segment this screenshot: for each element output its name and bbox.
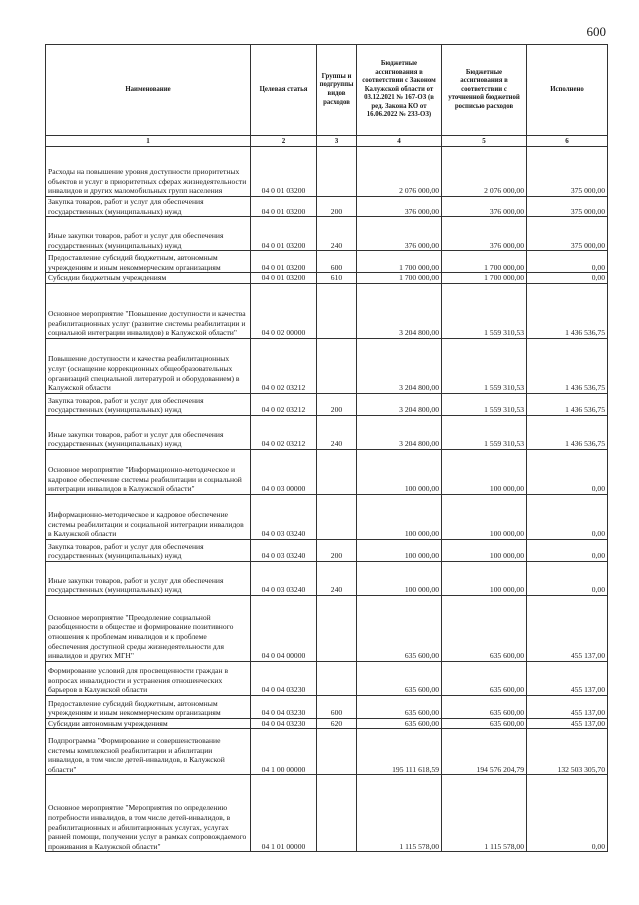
row-revised: 100 000,00 [442, 449, 527, 494]
row-executed: 375 000,00 [527, 197, 608, 217]
budget-table [45, 44, 608, 852]
header-revised: Бюджетные ассигнования в соответствии с уточненной бюджетной росписью расходов [442, 45, 527, 136]
row-executed: 0,00 [527, 273, 608, 284]
row-revised: 100 000,00 [442, 494, 527, 539]
row-executed: 1 436 536,75 [527, 415, 608, 449]
row-group [317, 338, 357, 393]
row-revised: 1 700 000,00 [442, 251, 527, 273]
table-row [46, 147, 608, 197]
row-code: 04 0 03 03240 [251, 539, 317, 561]
header-name: Наименование [46, 45, 251, 136]
table-row [46, 415, 608, 449]
row-code: 04 0 01 03200 [251, 197, 317, 217]
table-row [46, 561, 608, 595]
column-number: 2 [251, 136, 317, 147]
row-name: Повышение доступности и качества реабилитационных услуг (оснащение коррекционных общеобразовательных организаций специальной литературой и оборудованием) в Калужской области [46, 338, 251, 393]
column-number: 6 [527, 136, 608, 147]
row-revised: 376 000,00 [442, 197, 527, 217]
row-executed: 375 000,00 [527, 217, 608, 251]
row-code: 04 0 03 00000 [251, 449, 317, 494]
table-row [46, 661, 608, 695]
row-executed: 1 436 536,75 [527, 283, 608, 338]
table-row [46, 217, 608, 251]
row-name: Предоставление субсидий бюджетным, автономным учреждениям и иным некоммерческим организациям [46, 251, 251, 273]
table-row [46, 494, 608, 539]
row-name: Основное мероприятие "Преодоление социальной разобщенности в обществе и формирование позитивного отношения к проблемам инвалидов и к проблеме обеспечения доступной среды жизнедеятельности для инвалидов и других МГН" [46, 595, 251, 661]
row-code: 04 1 00 00000 [251, 729, 317, 775]
row-group: 600 [317, 695, 357, 718]
table-row [46, 283, 608, 338]
row-code: 04 0 04 00000 [251, 595, 317, 661]
row-executed: 0,00 [527, 494, 608, 539]
table-row [46, 695, 608, 718]
table-row [46, 718, 608, 729]
row-name: Расходы на повышение уровня доступности приоритетных объектов и услуг в приоритетных сферах жизнедеятельности инвалидов и других маломобильных групп населения [46, 147, 251, 197]
row-group [317, 449, 357, 494]
row-group [317, 494, 357, 539]
header-approved: Бюджетные ассигнования в соответствии с Законом Калужской области от 03.12.2021 № 167-ОЗ (в ред. Закона КО от 16.06.2022 № 233-ОЗ) [357, 45, 442, 136]
row-group [317, 661, 357, 695]
row-code: 04 1 01 00000 [251, 775, 317, 852]
row-approved: 195 111 618,59 [357, 729, 442, 775]
row-code: 04 0 01 03200 [251, 273, 317, 284]
row-executed: 0,00 [527, 775, 608, 852]
row-code: 04 0 04 03230 [251, 695, 317, 718]
row-approved: 3 204 800,00 [357, 338, 442, 393]
table-row [46, 393, 608, 415]
header-row [46, 45, 608, 136]
row-approved: 376 000,00 [357, 217, 442, 251]
row-executed: 0,00 [527, 251, 608, 273]
row-name: Предоставление субсидий бюджетным, автономным учреждениям и иным некоммерческим организациям [46, 695, 251, 718]
row-name: Иные закупки товаров, работ и услуг для обеспечения государственных (муниципальных) нужд [46, 217, 251, 251]
row-code: 04 0 04 03230 [251, 718, 317, 729]
row-revised: 2 076 000,00 [442, 147, 527, 197]
table-row [46, 197, 608, 217]
row-name: Субсидии автономным учреждениям [46, 718, 251, 729]
row-revised: 1 559 310,53 [442, 393, 527, 415]
row-executed: 0,00 [527, 539, 608, 561]
table-row [46, 449, 608, 494]
table-row [46, 338, 608, 393]
row-approved: 3 204 800,00 [357, 415, 442, 449]
row-executed: 1 436 536,75 [527, 338, 608, 393]
table-row [46, 539, 608, 561]
row-approved: 376 000,00 [357, 197, 442, 217]
row-name: Иные закупки товаров, работ и услуг для обеспечения государственных (муниципальных) нужд [46, 561, 251, 595]
column-number: 4 [357, 136, 442, 147]
row-group [317, 729, 357, 775]
row-group: 620 [317, 718, 357, 729]
row-code: 04 0 03 03240 [251, 561, 317, 595]
row-code: 04 0 02 00000 [251, 283, 317, 338]
row-group: 240 [317, 415, 357, 449]
row-revised: 376 000,00 [442, 217, 527, 251]
row-executed: 375 000,00 [527, 147, 608, 197]
header-code: Целевая статья [251, 45, 317, 136]
row-group [317, 283, 357, 338]
page-number: 600 [586, 24, 606, 39]
row-executed: 1 436 536,75 [527, 393, 608, 415]
row-approved: 1 115 578,00 [357, 775, 442, 852]
row-revised: 635 600,00 [442, 595, 527, 661]
row-revised: 100 000,00 [442, 539, 527, 561]
row-name: Подпрограмма "Формирование и совершенствование системы комплексной реабилитации и абилитации инвалидов, в том числе детей-инвалидов, в Калужской области" [46, 729, 251, 775]
row-revised: 635 600,00 [442, 718, 527, 729]
row-revised: 1 700 000,00 [442, 273, 527, 284]
column-number-row [46, 136, 608, 147]
row-executed: 132 503 305,70 [527, 729, 608, 775]
row-revised: 1 115 578,00 [442, 775, 527, 852]
row-executed: 455 137,00 [527, 695, 608, 718]
row-name: Закупка товаров, работ и услуг для обеспечения государственных (муниципальных) нужд [46, 197, 251, 217]
table-row [46, 273, 608, 284]
row-name: Информационно-методическое и кадровое обеспечение системы реабилитации и социальной интеграции инвалидов в Калужской области [46, 494, 251, 539]
row-name: Закупка товаров, работ и услуг для обеспечения государственных (муниципальных) нужд [46, 393, 251, 415]
row-approved: 100 000,00 [357, 494, 442, 539]
row-group [317, 147, 357, 197]
row-code: 04 0 02 03212 [251, 393, 317, 415]
row-approved: 3 204 800,00 [357, 393, 442, 415]
row-code: 04 0 01 03200 [251, 251, 317, 273]
row-approved: 100 000,00 [357, 561, 442, 595]
row-approved: 635 600,00 [357, 595, 442, 661]
row-approved: 100 000,00 [357, 449, 442, 494]
row-name: Основное мероприятие "Мероприятия по определению потребности инвалидов, в том числе детей-инвалидов, в реабилитационных и абилитационных услугах, услугах ранней помощи, получении услуг в рамках сопровождаемого проживания в Калужской области" [46, 775, 251, 852]
row-approved: 1 700 000,00 [357, 273, 442, 284]
row-approved: 100 000,00 [357, 539, 442, 561]
header-executed: Исполнено [527, 45, 608, 136]
row-code: 04 0 03 03240 [251, 494, 317, 539]
table-row [46, 775, 608, 852]
table-body [46, 147, 608, 852]
row-name: Формирование условий для просвещенности граждан в вопросах инвалидности и устранения отношенческих барьеров в Калужской области [46, 661, 251, 695]
row-approved: 2 076 000,00 [357, 147, 442, 197]
row-revised: 1 559 310,53 [442, 283, 527, 338]
row-revised: 194 576 204,79 [442, 729, 527, 775]
row-approved: 635 600,00 [357, 718, 442, 729]
row-group [317, 775, 357, 852]
row-name: Иные закупки товаров, работ и услуг для обеспечения государственных (муниципальных) нужд [46, 415, 251, 449]
row-group: 240 [317, 561, 357, 595]
row-approved: 635 600,00 [357, 695, 442, 718]
row-group: 600 [317, 251, 357, 273]
row-group: 200 [317, 197, 357, 217]
row-revised: 100 000,00 [442, 561, 527, 595]
row-group: 200 [317, 539, 357, 561]
row-name: Субсидии бюджетным учреждениям [46, 273, 251, 284]
header-group: Группы и подгруппы видов расходов [317, 45, 357, 136]
row-revised: 1 559 310,53 [442, 338, 527, 393]
column-number: 5 [442, 136, 527, 147]
row-group: 240 [317, 217, 357, 251]
row-code: 04 0 01 03200 [251, 217, 317, 251]
row-approved: 3 204 800,00 [357, 283, 442, 338]
row-executed: 455 137,00 [527, 595, 608, 661]
row-revised: 1 559 310,53 [442, 415, 527, 449]
row-approved: 1 700 000,00 [357, 251, 442, 273]
row-executed: 455 137,00 [527, 661, 608, 695]
table-row [46, 729, 608, 775]
table-row [46, 251, 608, 273]
row-name: Закупка товаров, работ и услуг для обеспечения государственных (муниципальных) нужд [46, 539, 251, 561]
column-number: 3 [317, 136, 357, 147]
row-code: 04 0 04 03230 [251, 661, 317, 695]
row-code: 04 0 02 03212 [251, 338, 317, 393]
row-group [317, 595, 357, 661]
row-executed: 0,00 [527, 561, 608, 595]
row-group: 200 [317, 393, 357, 415]
row-executed: 0,00 [527, 449, 608, 494]
row-revised: 635 600,00 [442, 661, 527, 695]
table-row [46, 595, 608, 661]
row-code: 04 0 02 03212 [251, 415, 317, 449]
row-approved: 635 600,00 [357, 661, 442, 695]
row-name: Основное мероприятие "Информационно-методическое и кадровое обеспечение системы реабилитации и социальной интеграции инвалидов в Калужской области" [46, 449, 251, 494]
row-revised: 635 600,00 [442, 695, 527, 718]
row-name: Основное мероприятие "Повышение доступности и качества реабилитационных услуг (развитие системы реабилитации и социальной интеграции инвалидов) в Калужской области" [46, 283, 251, 338]
row-code: 04 0 01 03200 [251, 147, 317, 197]
row-executed: 455 137,00 [527, 718, 608, 729]
column-number: 1 [46, 136, 251, 147]
row-group: 610 [317, 273, 357, 284]
